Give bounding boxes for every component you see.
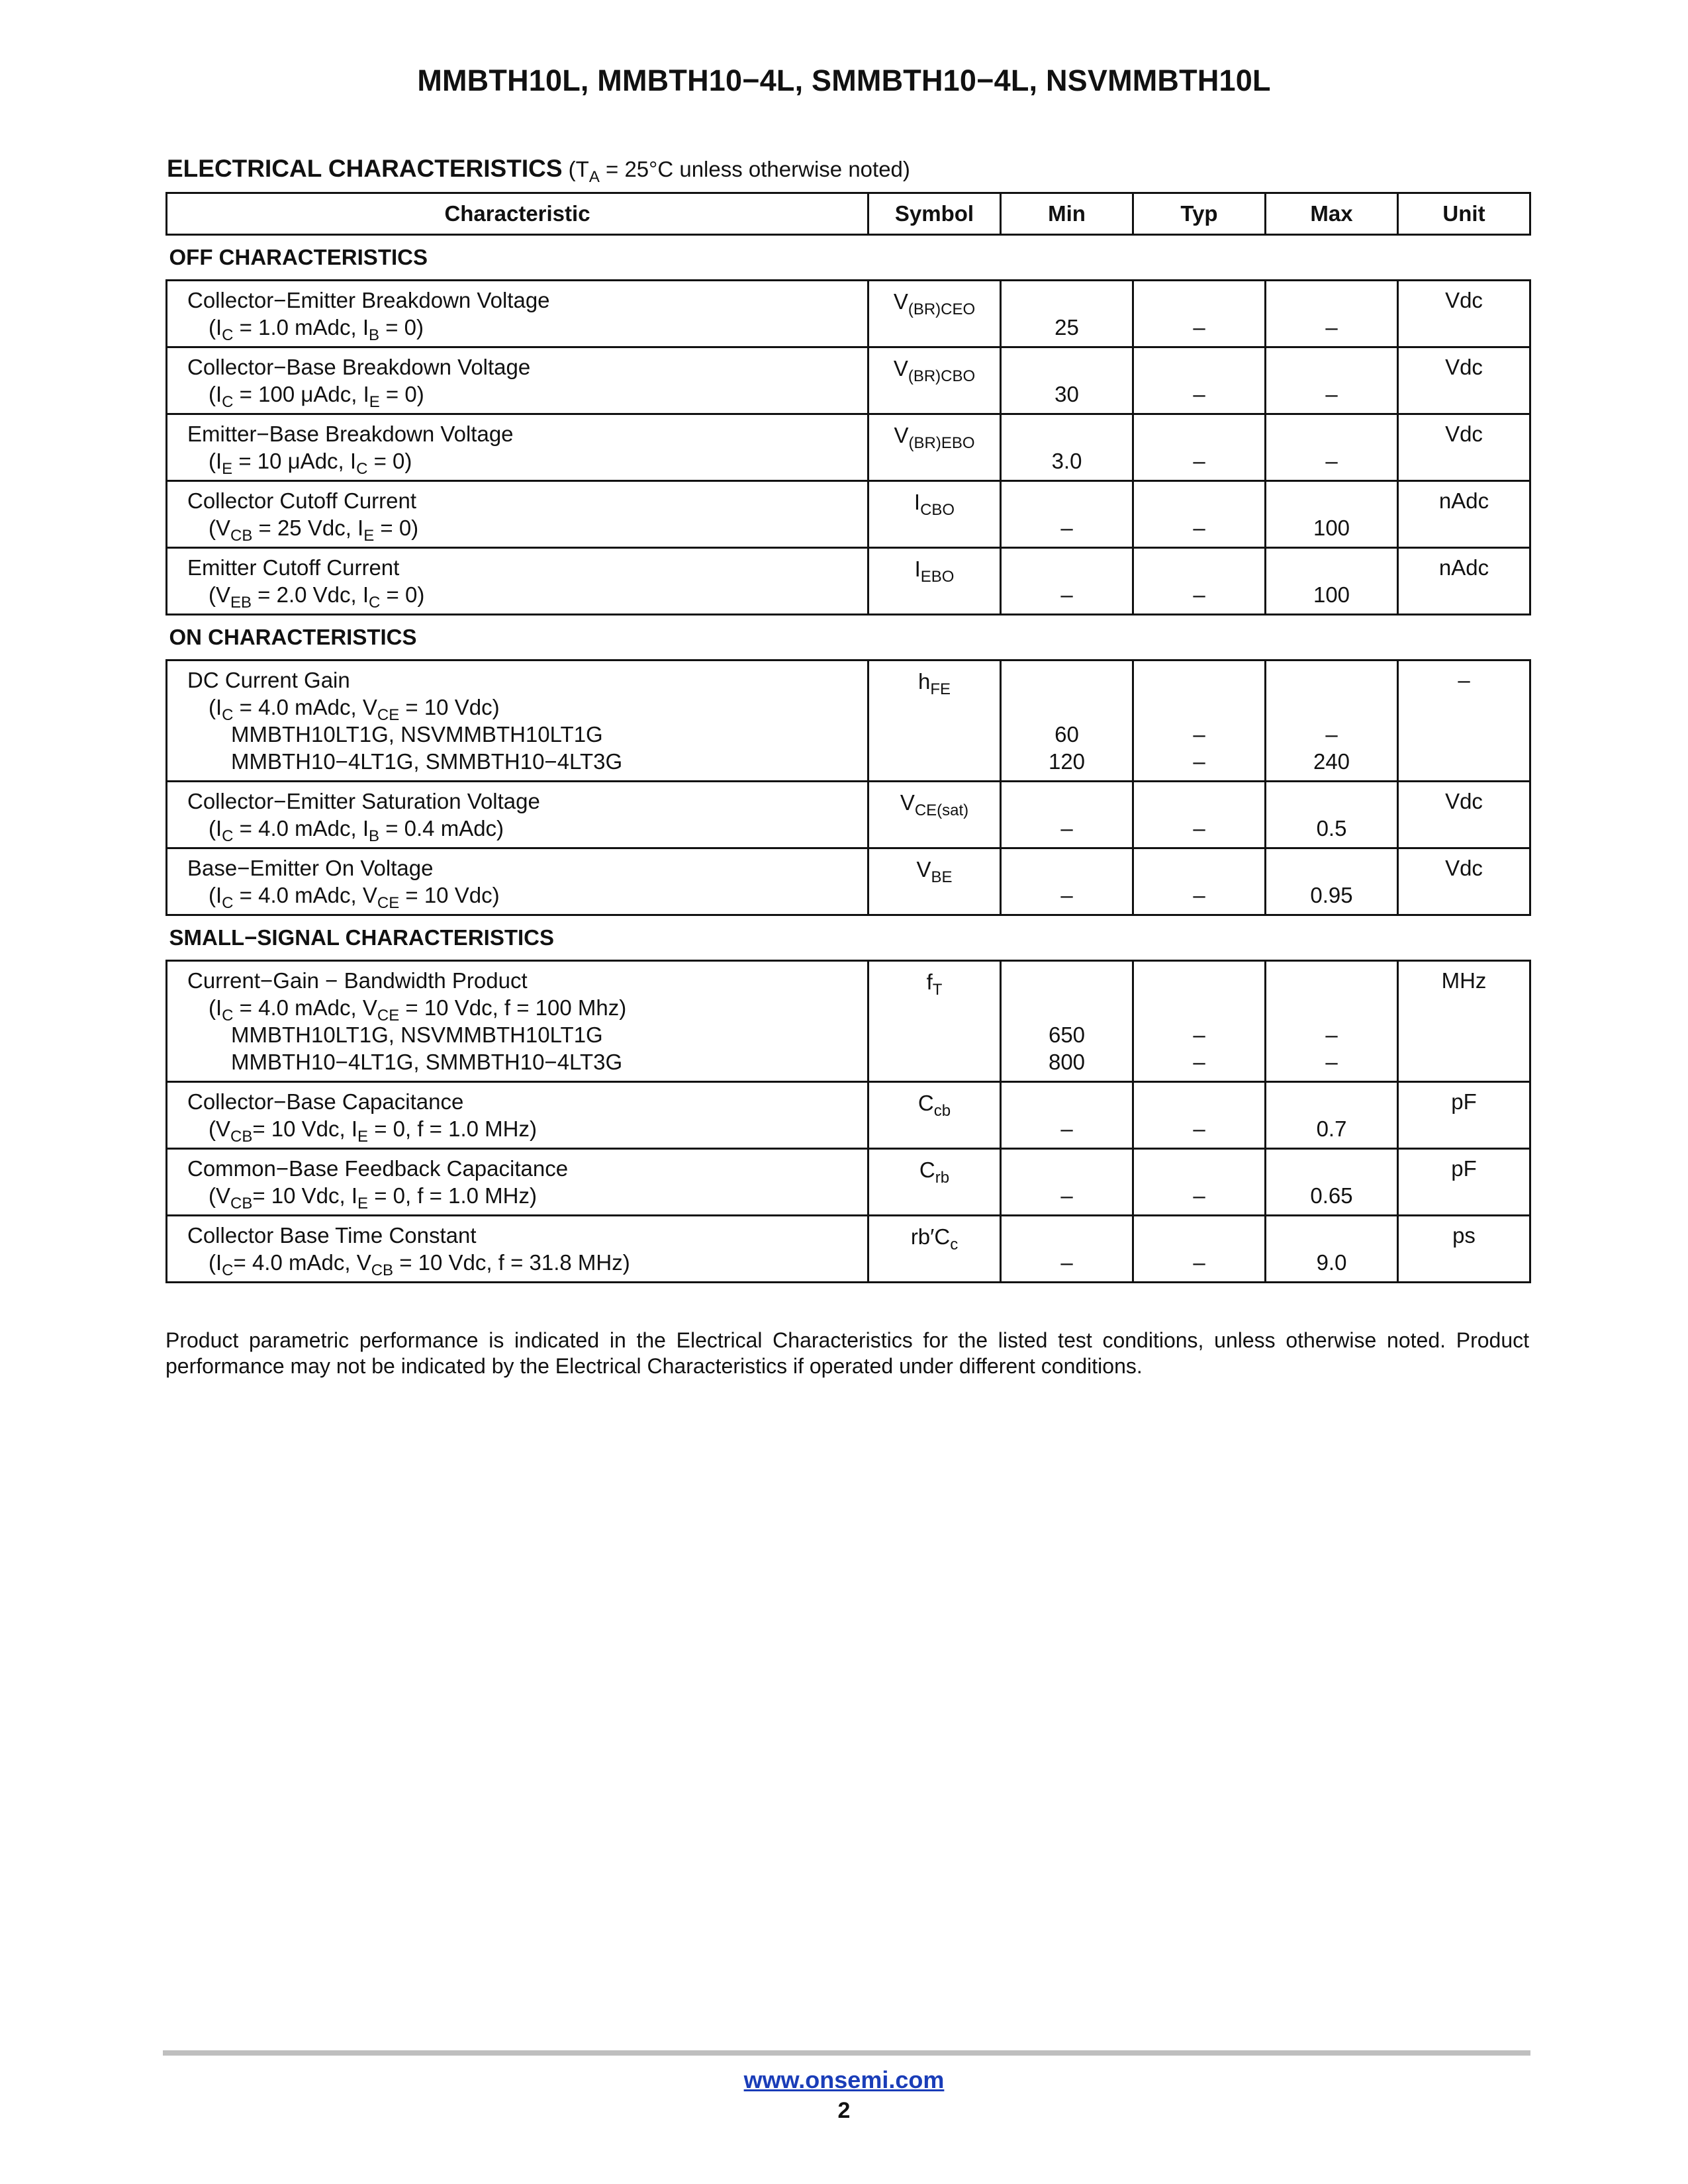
unit-value: nAdc — [1438, 488, 1489, 513]
unit-value: Vdc — [1445, 355, 1483, 379]
typ-cell — [1133, 347, 1266, 414]
section-title-on: ON CHARACTERISTICS — [169, 625, 417, 649]
typ-value: – — [1193, 1250, 1205, 1275]
typ-cell — [1133, 548, 1266, 615]
unit-cell — [1398, 1082, 1530, 1149]
max-cell — [1266, 660, 1398, 782]
typ-cell — [1133, 961, 1266, 1082]
characteristic-cell — [167, 481, 868, 548]
max-value: 0.7 — [1316, 1116, 1347, 1141]
typ-value: – — [1193, 582, 1205, 607]
max-cell — [1266, 481, 1398, 548]
typ-value: – — [1193, 1183, 1205, 1208]
min-value: – — [1060, 1116, 1073, 1141]
page-number: 2 — [837, 2098, 851, 2123]
max-value-1: – — [1325, 1023, 1338, 1047]
unit-cell — [1398, 1149, 1530, 1216]
unit-value: MHz — [1441, 968, 1487, 993]
symbol-cell: $C_{rb}$ — [868, 1149, 1001, 1216]
min-value-2: 120 — [1048, 749, 1086, 774]
col-header-symbol: Symbol — [868, 193, 1001, 235]
unit-value: nAdc — [1438, 555, 1489, 580]
symbol-cell: $rb'C_c$ — [868, 1216, 1001, 1283]
min-value: – — [1060, 516, 1073, 540]
typ-value: – — [1193, 382, 1205, 406]
min-value: – — [1060, 883, 1073, 907]
table-row — [167, 281, 1530, 347]
unit-value: – — [1458, 668, 1470, 692]
characteristic-name: Current−Gain − Bandwidth Product — [187, 968, 528, 993]
unit-cell — [1398, 1216, 1530, 1283]
characteristic-cell — [167, 347, 868, 414]
max-value: 0.95 — [1310, 883, 1353, 907]
typ-value-1: – — [1193, 1023, 1205, 1047]
max-cell — [1266, 1216, 1398, 1283]
table-row — [167, 1216, 1530, 1283]
part-number-1: MMBTH10LT1G, NSVMMBTH10LT1G — [231, 1023, 603, 1047]
unit-cell — [1398, 848, 1530, 915]
test-condition: ($V_{CB}= 10$ Vdc, $I_E = 0$, f = 1.0 MHz) — [209, 1183, 537, 1212]
max-cell — [1266, 414, 1398, 481]
col-header-typ: Typ — [1133, 193, 1266, 235]
max-cell — [1266, 961, 1398, 1082]
min-cell — [1001, 961, 1133, 1082]
table-row — [167, 1082, 1530, 1149]
col-header-min: Min — [1001, 193, 1133, 235]
characteristic-cell — [167, 281, 868, 347]
electrical-characteristics-heading — [167, 155, 910, 186]
min-cell — [1001, 548, 1133, 615]
min-value-1: 60 — [1055, 722, 1079, 747]
unit-cell — [1398, 548, 1530, 615]
typ-value: – — [1193, 883, 1205, 907]
test-condition: ($I_C = 4.0$ mAdc, $I_B = 0.4$ mAdc) — [209, 816, 504, 845]
typ-cell — [1133, 660, 1266, 782]
max-cell — [1266, 782, 1398, 848]
table-row — [167, 660, 1530, 782]
max-value-1: – — [1325, 722, 1338, 747]
min-cell — [1001, 660, 1133, 782]
section-title-off: OFF CHARACTERISTICS — [169, 245, 428, 269]
typ-cell — [1133, 281, 1266, 347]
table-row — [167, 548, 1530, 615]
characteristic-name: Collector−Base Capacitance — [187, 1089, 464, 1114]
unit-cell — [1398, 414, 1530, 481]
typ-cell — [1133, 1216, 1266, 1283]
max-value: – — [1325, 382, 1338, 406]
typ-value: – — [1193, 315, 1205, 340]
test-condition: ($I_E = 10$ μAdc, $I_C = 0$) — [209, 449, 412, 478]
characteristic-name: DC Current Gain — [187, 668, 350, 692]
col-header-unit: Unit — [1398, 193, 1530, 235]
unit-value: pF — [1451, 1156, 1477, 1181]
characteristic-name: Collector Base Time Constant — [187, 1223, 477, 1248]
max-value-2: 240 — [1313, 749, 1350, 774]
symbol-cell: $V_{(BR)CBO}$ — [868, 347, 1001, 414]
col-header-max: Max — [1266, 193, 1398, 235]
characteristic-name: Emitter−Base Breakdown Voltage — [187, 422, 514, 446]
characteristic-cell — [167, 848, 868, 915]
unit-value: Vdc — [1445, 422, 1483, 446]
unit-cell — [1398, 660, 1530, 782]
test-condition: ($V_{CB}= 10$ Vdc, $I_E = 0$, f = 1.0 MHz) — [209, 1116, 537, 1146]
col-header-characteristic: Characteristic — [167, 193, 868, 235]
typ-value-2: – — [1193, 1050, 1205, 1074]
characteristic-cell — [167, 1216, 868, 1283]
characteristic-cell — [167, 414, 868, 481]
characteristic-name: Collector−Emitter Breakdown Voltage — [187, 288, 550, 312]
part-number-1: MMBTH10LT1G, NSVMMBTH10LT1G — [231, 722, 603, 747]
typ-value-1: – — [1193, 722, 1205, 747]
max-value-2: – — [1325, 1050, 1338, 1074]
test-condition: ($I_C= 4.0$ mAdc, $V_{CB} = 10$ Vdc, f = 31.8 MHz) — [209, 1250, 630, 1279]
min-cell — [1001, 281, 1133, 347]
min-value: 3.0 — [1051, 449, 1082, 473]
min-value: – — [1060, 816, 1073, 841]
typ-cell — [1133, 782, 1266, 848]
max-value: – — [1325, 315, 1338, 340]
typ-value: – — [1193, 449, 1205, 473]
document-title: MMBTH10L, MMBTH10−4L, SMMBTH10−4L, NSVMMBTH10L — [417, 64, 1271, 97]
unit-value: pF — [1451, 1089, 1477, 1114]
min-value: – — [1060, 1183, 1073, 1208]
characteristic-cell — [167, 548, 868, 615]
test-condition: ($I_C = 4.0$ mAdc, $V_{CE} = 10$ Vdc) — [209, 883, 500, 912]
characteristic-cell — [167, 961, 868, 1082]
test-condition: ($V_{EB} = 2.0$ Vdc, $I_C = 0$) — [209, 582, 425, 612]
footer-divider — [163, 2050, 1530, 2056]
characteristic-cell — [167, 1082, 868, 1149]
typ-cell — [1133, 1082, 1266, 1149]
unit-cell — [1398, 281, 1530, 347]
symbol-cell: $V_{CE(sat)}$ — [868, 782, 1001, 848]
min-cell — [1001, 848, 1133, 915]
min-value: 25 — [1055, 315, 1079, 340]
symbol-cell: $C_{cb}$ — [868, 1082, 1001, 1149]
test-condition: ($I_C = 100$ μAdc, $I_E = 0$) — [209, 382, 424, 411]
unit-cell — [1398, 961, 1530, 1082]
symbol-cell: $I_{EBO}$ — [868, 548, 1001, 615]
typ-value: – — [1193, 516, 1205, 540]
characteristic-cell — [167, 782, 868, 848]
unit-cell — [1398, 347, 1530, 414]
max-value: 100 — [1313, 582, 1350, 607]
unit-value: Vdc — [1445, 789, 1483, 813]
section-row — [167, 915, 1530, 961]
symbol-cell: $f_T$ — [868, 961, 1001, 1082]
characteristic-name: Common−Base Feedback Capacitance — [187, 1156, 569, 1181]
max-value: 0.5 — [1316, 816, 1347, 841]
table-row — [167, 782, 1530, 848]
performance-note: Product parametric performance is indicated in the Electrical Characteristics for the listed test conditions, unless otherwise noted. Product performance may not be indicated by the Electrical Characteristics if operated under different conditions. — [165, 1328, 1529, 1378]
characteristic-name: Emitter Cutoff Current — [187, 555, 400, 580]
typ-value: – — [1193, 816, 1205, 841]
website-link[interactable]: www.onsemi.com — [743, 2066, 945, 2093]
min-value: – — [1060, 1250, 1073, 1275]
characteristic-name: Collector−Emitter Saturation Voltage — [187, 789, 540, 813]
test-condition: ($V_{CB} = 25$ Vdc, $I_E = 0$) — [209, 516, 419, 545]
min-value-1: 650 — [1048, 1023, 1086, 1047]
max-cell — [1266, 347, 1398, 414]
unit-value: Vdc — [1445, 288, 1483, 312]
part-number-2: MMBTH10−4LT1G, SMMBTH10−4LT3G — [231, 1050, 623, 1074]
min-cell — [1001, 347, 1133, 414]
characteristic-cell — [167, 660, 868, 782]
max-value: 9.0 — [1316, 1250, 1347, 1275]
characteristic-name: Collector Cutoff Current — [187, 488, 417, 513]
symbol-cell: $V_{BE}$ — [868, 848, 1001, 915]
test-condition: ($I_C = 4.0$ mAdc, $V_{CE} = 10$ Vdc) — [209, 695, 500, 724]
table-header-row — [167, 193, 1530, 235]
table-row — [167, 414, 1530, 481]
min-cell — [1001, 782, 1133, 848]
heading-condition: ($T_A = 25^\circ C$ unless otherwise noted) — [568, 157, 910, 186]
max-value: 0.65 — [1310, 1183, 1353, 1208]
unit-cell — [1398, 782, 1530, 848]
max-value: – — [1325, 449, 1338, 473]
table-row — [167, 961, 1530, 1082]
part-number-2: MMBTH10−4LT1G, SMMBTH10−4LT3G — [231, 749, 623, 774]
unit-value: ps — [1452, 1223, 1476, 1248]
unit-cell — [1398, 481, 1530, 548]
max-cell — [1266, 548, 1398, 615]
typ-cell — [1133, 414, 1266, 481]
section-title-small-signal: SMALL−SIGNAL CHARACTERISTICS — [169, 925, 554, 950]
max-cell — [1266, 1149, 1398, 1216]
max-cell — [1266, 1082, 1398, 1149]
min-cell — [1001, 1216, 1133, 1283]
min-cell — [1001, 481, 1133, 548]
min-value: 30 — [1055, 382, 1079, 406]
heading-label: ELECTRICAL CHARACTERISTICS — [167, 155, 563, 182]
typ-value-2: – — [1193, 749, 1205, 774]
symbol-cell: $V_{(BR)EBO}$ — [868, 414, 1001, 481]
typ-cell — [1133, 481, 1266, 548]
max-value: 100 — [1313, 516, 1350, 540]
symbol-cell: $I_{CBO}$ — [868, 481, 1001, 548]
min-cell — [1001, 414, 1133, 481]
characteristic-name: Collector−Base Breakdown Voltage — [187, 355, 531, 379]
typ-cell — [1133, 1149, 1266, 1216]
test-condition: ($I_C = 1.0$ mAdc, $I_B = 0$) — [209, 315, 424, 344]
symbol-cell: $h_{FE}$ — [868, 660, 1001, 782]
min-value: – — [1060, 582, 1073, 607]
symbol-cell: $V_{(BR)CEO}$ — [868, 281, 1001, 347]
min-cell — [1001, 1149, 1133, 1216]
table-row — [167, 848, 1530, 915]
max-cell — [1266, 281, 1398, 347]
typ-value: – — [1193, 1116, 1205, 1141]
typ-cell — [1133, 848, 1266, 915]
test-condition: ($I_C = 4.0$ mAdc, $V_{CE} = 10$ Vdc, f = 100 Mhz) — [209, 995, 627, 1024]
section-row — [167, 615, 1530, 660]
characteristic-name: Base−Emitter On Voltage — [187, 856, 434, 880]
section-row — [167, 235, 1530, 281]
unit-value: Vdc — [1445, 856, 1483, 880]
table-row — [167, 481, 1530, 548]
min-value-2: 800 — [1048, 1050, 1086, 1074]
characteristic-cell — [167, 1149, 868, 1216]
table-row — [167, 1149, 1530, 1216]
max-cell — [1266, 848, 1398, 915]
table-row — [167, 347, 1530, 414]
electrical-characteristics-table — [165, 192, 1531, 1283]
min-cell — [1001, 1082, 1133, 1149]
